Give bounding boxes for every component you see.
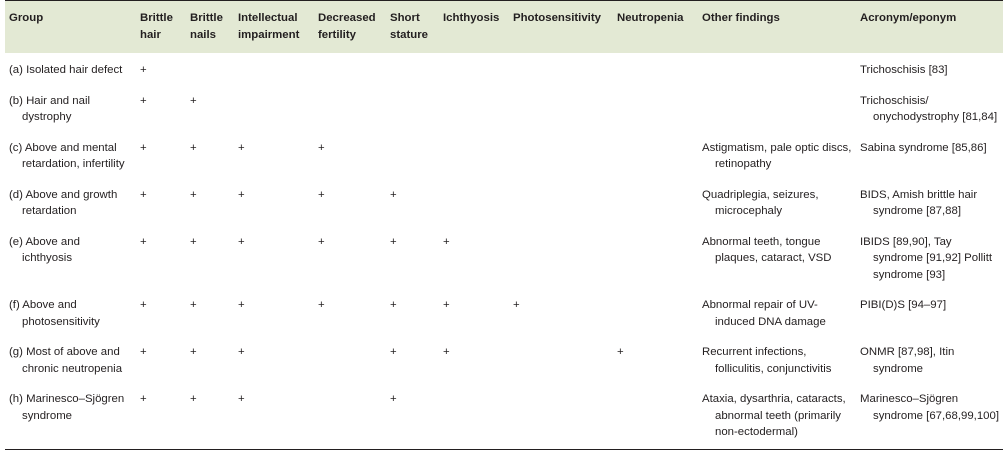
acronym-text: IBIDS [89,90], Tay syndrome [91,92] Pollitt syndrome [93] [860,235,993,281]
other-findings-cell [698,178,856,225]
photosensitivity-cell [509,382,613,449]
ichthyosis-cell [439,382,509,449]
other-findings-cell [698,382,856,449]
ichthyosis-cell: + [443,235,450,248]
acronym-cell [856,131,1003,178]
intellectual-impairment-cell: + [238,188,245,201]
brittle-nails-cell: + [190,94,197,107]
acronym-text: BIDS, Amish brittle hair syndrome [87,88] [860,188,978,217]
acronym-cell [856,53,1003,84]
other-findings-cell [698,335,856,382]
decreased-fertility-cell [314,335,386,382]
col-header-short-stature: Short stature [386,1,439,54]
group-cell [5,178,136,225]
neutropenia-cell [613,131,698,178]
other-findings-cell [698,288,856,335]
brittle-hair-cell: + [140,64,147,76]
short-stature-cell [386,53,439,84]
other-findings-cell [698,53,856,84]
brittle-hair-cell: + [140,346,147,358]
brittle-hair-cell: + [140,141,147,154]
acronym-text: Trichoschisis/ onychodystrophy [81,84] [860,94,998,123]
col-header-brittle-nails: Brittle nails [186,1,234,54]
decreased-fertility-cell: + [318,235,325,248]
table-row [5,131,1003,178]
ichthyosis-cell [439,178,509,225]
col-header-intellectual-impairment: Intellectual impairment [234,1,314,54]
photosensitivity-cell [509,225,613,289]
col-header-acronym-eponym: Acronym/eponym [856,1,1003,54]
short-stature-cell: + [386,382,439,449]
intellectual-impairment-cell: + [234,382,314,449]
decreased-fertility-cell [314,84,386,131]
ichthyosis-cell [439,131,509,178]
col-header-photosensitivity: Photosensitivity [509,1,613,54]
neutropenia-cell [613,84,698,131]
table-row [5,84,1003,131]
other-findings-cell [698,84,856,131]
short-stature-cell: + [390,188,397,201]
group-label: (e) Above and ichthyosis [9,235,80,264]
brittle-hair-cell: + [140,94,147,107]
brittle-hair-cell: + [140,188,147,201]
brittle-nails-cell [186,53,234,84]
brittle-nails-cell: + [190,188,197,201]
group-cell [5,335,136,382]
table-row [5,382,1003,449]
group-label: (g) Most of above and chronic neutropenia [9,346,123,375]
table-row [5,178,1003,225]
decreased-fertility-cell: + [318,141,325,154]
decreased-fertility-cell: + [318,299,325,311]
brittle-nails-cell: + [190,299,197,311]
short-stature-cell: + [390,299,397,311]
table-row [5,53,1003,84]
acronym-cell [856,288,1003,335]
acronym-text: PIBI(D)S [94–97] [860,299,947,311]
group-cell [5,382,136,449]
neutropenia-cell [613,382,698,449]
photosensitivity-cell [509,131,613,178]
col-header-decreased-fertility: Decreased fertility [314,1,386,54]
decreased-fertility-cell [314,53,386,84]
group-cell [5,225,136,289]
other-findings-text: Abnormal repair of UV-induced DNA damage [702,299,826,328]
other-findings-text: Ataxia, dysarthria, cataracts, abnormal teeth (primarily non-ectodermal) [702,393,846,438]
neutropenia-cell [613,178,698,225]
brittle-nails-cell: + [186,382,234,449]
table-row [5,288,1003,335]
other-findings-text: Astigmatism, pale optic discs, retinopathy [702,141,852,170]
photosensitivity-cell: + [513,299,520,311]
acronym-cell [856,225,1003,289]
acronym-text: ONMR [87,98], Itin syndrome [860,346,955,375]
other-findings-text: Abnormal teeth, tongue plaques, cataract, VSD [702,235,832,264]
brittle-hair-cell: + [136,382,186,449]
short-stature-cell [386,84,439,131]
acronym-cell [856,178,1003,225]
neutropenia-cell [613,225,698,289]
col-header-other-findings: Other findings [698,1,856,54]
photosensitivity-cell [509,335,613,382]
brittle-nails-cell: + [190,235,197,248]
group-cell [5,84,136,131]
intellectual-impairment-cell [234,53,314,84]
col-header-neutropenia: Neutropenia [613,1,698,54]
photosensitivity-cell [509,178,613,225]
table-body [5,53,1003,449]
short-stature-cell [386,131,439,178]
photosensitivity-cell [509,53,613,84]
intellectual-impairment-cell: + [238,299,245,311]
group-cell [5,53,136,84]
brittle-hair-cell: + [140,235,147,248]
short-stature-cell: + [390,235,397,248]
acronym-text: Sabina syndrome [85,86] [860,141,987,154]
neutropenia-cell [613,288,698,335]
brittle-nails-cell: + [190,346,197,358]
group-label: (b) Hair and nail dystrophy [9,94,91,123]
acronym-cell [856,335,1003,382]
group-cell [5,131,136,178]
header-row [5,1,1003,54]
other-findings-cell [698,225,856,289]
table-row [5,335,1003,382]
intellectual-impairment-cell: + [238,346,245,358]
intellectual-impairment-cell [234,84,314,131]
brittle-nails-cell: + [190,141,197,154]
short-stature-cell: + [390,346,397,358]
acronym-text: Trichoschisis [83] [860,64,948,76]
group-label: (c) Above and mental retardation, infertility [9,141,125,170]
intellectual-impairment-cell: + [238,141,245,154]
acronym-text: Marinesco–Sjögren syndrome [67,68,99,100] [860,393,1000,422]
ichthyosis-cell [439,53,509,84]
other-findings-text: Quadriplegia, seizures, microcephaly [702,188,819,217]
other-findings-text: Recurrent infections, folliculitis, conjunctivitis [702,346,832,375]
table-row [5,225,1003,289]
syndrome-table [5,0,1003,450]
intellectual-impairment-cell: + [238,235,245,248]
col-header-brittle-hair: Brittle hair [136,1,186,54]
ichthyosis-cell: + [443,346,450,358]
group-label: (h) Marinesco–Sjögren syndrome [9,393,125,422]
decreased-fertility-cell [314,382,386,449]
group-cell [5,288,136,335]
decreased-fertility-cell: + [318,188,325,201]
acronym-cell [856,382,1003,449]
acronym-cell [856,84,1003,131]
photosensitivity-cell [509,84,613,131]
neutropenia-cell [613,53,698,84]
group-label: (f) Above and photosensitivity [9,299,100,328]
group-label: (a) Isolated hair defect [9,64,123,76]
brittle-hair-cell: + [140,299,147,311]
ichthyosis-cell [439,84,509,131]
ichthyosis-cell: + [443,299,450,311]
group-label: (d) Above and growth retardation [9,188,118,217]
col-header-ichthyosis: Ichthyosis [439,1,509,54]
neutropenia-cell: + [617,346,624,358]
other-findings-cell [698,131,856,178]
col-header-group: Group [5,1,136,54]
